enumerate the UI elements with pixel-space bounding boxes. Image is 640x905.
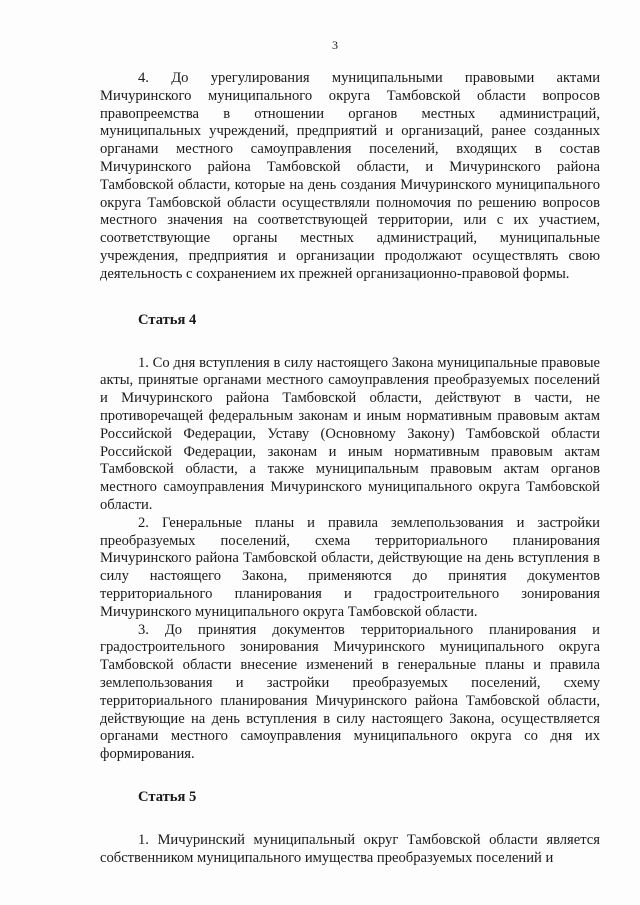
page-number: 3 bbox=[332, 38, 338, 52]
article-4-item-3: 3. До принятия документов территориального планирования и градостроительного зонирования Мичуринского муниципального округа Тамбовской области внесение изменений в генеральные планы и правила землепользования и застройки преобразуемых поселений, схему территориального планирования Мичуринского района Тамбовской области, действующие на день вступления в силу настоящего Закона, осуществляется органами местного самоуправления муниципального округа со дня их формирования. bbox=[100, 621, 600, 763]
document-body bbox=[100, 70, 600, 867]
article-5-item-1: 1. Мичуринский муниципальный округ Тамбовской области является собственником муниципального имущества преобразуемых поселений и bbox=[100, 831, 600, 866]
article-5-heading: Статья 5 bbox=[138, 788, 197, 805]
article-4-item-1: 1. Со дня вступления в силу настоящего Закона муниципальные правовые акты, принятые органами местного самоуправления преобразуемых поселений и Мичуринского района Тамбовской области, действуют в части, не противоречащей федеральным законам и иным нормативным правовым актам Российской Федерации, Уставу (Основному Закону) Тамбовской области Российской Федерации, законам и иным нормативным правовым актам Тамбовской области, а также муниципальным правовым актам органов местного самоуправления Мичуринского муниципального округа Тамбовской области. bbox=[100, 354, 600, 513]
article-4-heading: Статья 4 bbox=[138, 311, 197, 328]
paragraph-article3-item4: 4. До урегулирования муниципальными правовыми актами Мичуринского муниципального округа Тамбовской области вопросов правопреемства в отношении органов местных администраций, муниципальных учреждений, предприятий и организаций, ранее созданных органами местного самоуправления поселений, входящих в состав Мичуринского района Тамбовской области, и Мичуринского района Тамбовской области, которые на день создания Мичуринского муниципального округа Тамбовской области осуществляли полномочия по решению вопросов местного значения на соответствующей территории, или с их участием, соответствующие органы местных администраций, муниципальные учреждения, предприятия и организации продолжают осуществлять свою деятельность с сохранением их прежней организационно-правовой формы. bbox=[100, 70, 600, 282]
article-4-item-2: 2. Генеральные планы и правила землепользования и застройки преобразуемых поселений, схема территориального планирования Мичуринского района Тамбовской области, действующие на день вступления в силу настоящего Закона, применяются до принятия документов территориального планирования и градостроительного зонирования Мичуринского муниципального округа Тамбовской области. bbox=[100, 514, 600, 620]
